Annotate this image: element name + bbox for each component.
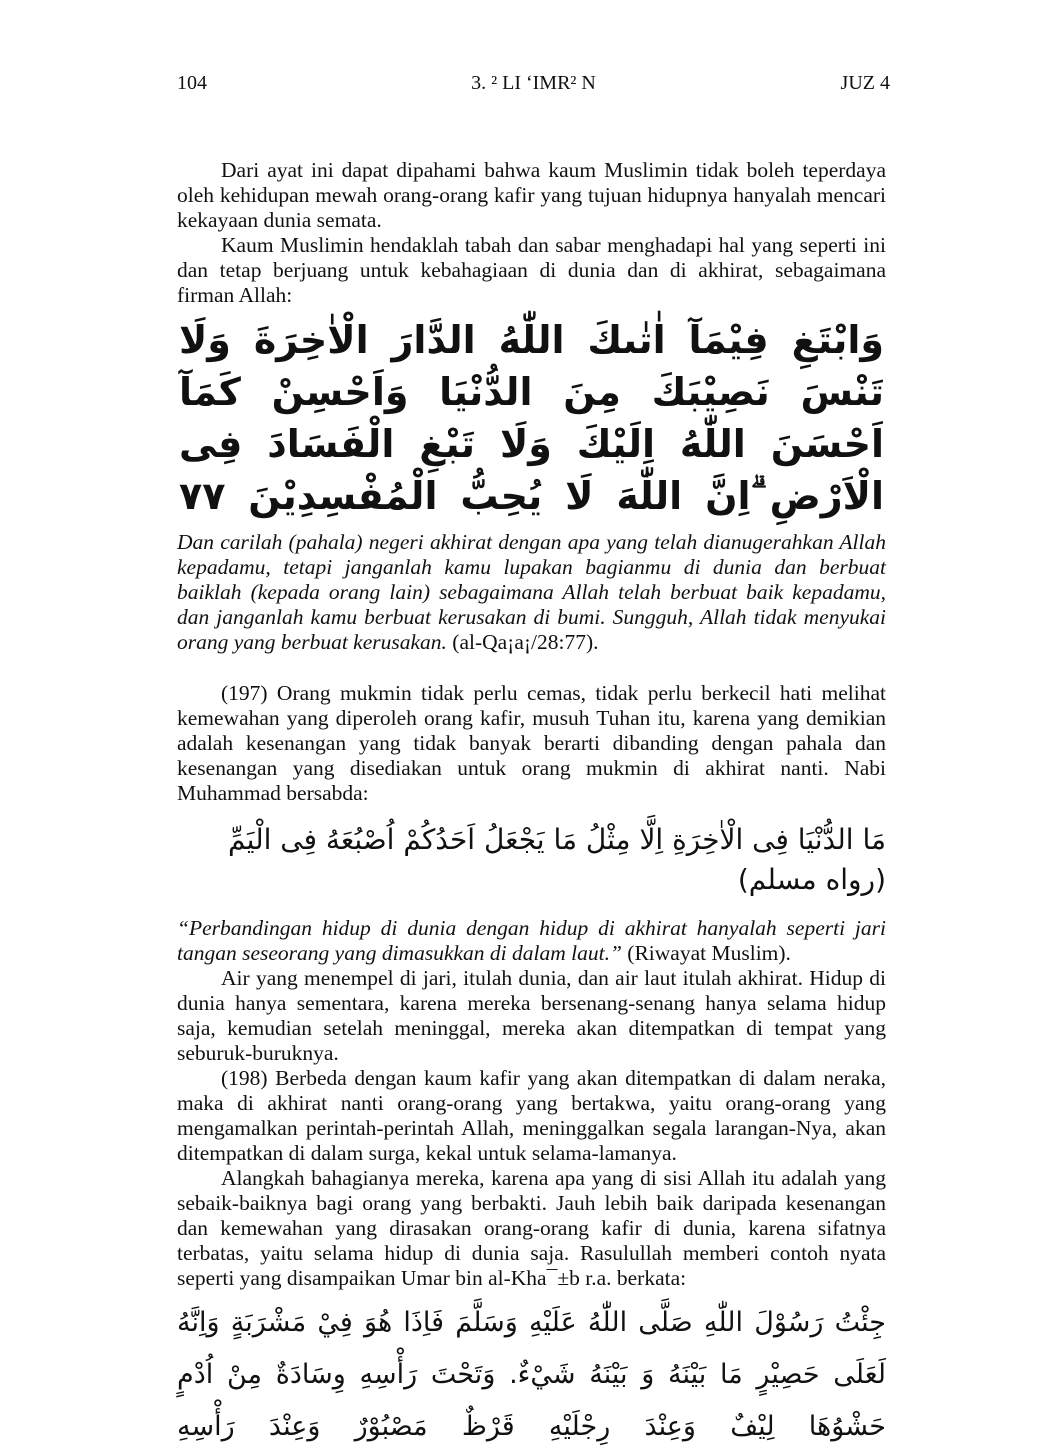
page-header <box>177 72 890 102</box>
quran-verse-arabic: وَابْتَغِ فِيْمَآ اٰتٰىكَ اللّٰهُ الدَّارَ الْاٰخِرَةَ وَلَا تَنْسَ نَصِيْبَكَ مِنَ الدُّنْيَا وَاَحْسِنْ كَمَآ اَحْسَنَ اللّٰهُ اِلَيْكَ وَلَا تَبْغِ الْفَسَادَ فِى الْاَرْضِ ۗاِنَّ اللّٰهَ لَا يُحِبُّ الْمُفْسِدِيْنَ ٧٧ <box>179 318 884 518</box>
page-body <box>177 158 886 1453</box>
juz-label: JUZ 4 <box>840 72 890 94</box>
quran-translation-block <box>177 530 886 655</box>
paragraph-197: (197) Orang mukmin tidak perlu cemas, tidak perlu berkecil hati melihat kemewahan yang diperoleh orang kafir, musuh Tuhan itu, karena yang demikian adalah kesenangan yang tidak banyak berarti dibanding dengan pahala dan kesenangan yang disediakan untuk orang mukmin di akhirat nanti. Nabi Muhammad bersabda: <box>177 681 886 805</box>
chapter-title: 3. ² LI ‘IMR² N <box>471 72 596 94</box>
hadith-1-arabic: مَا الدُّنْيَا فِى الْاٰخِرَةِ اِلَّا مِثْلُ مَا يَجْعَلُ اَحَدُكُمْ اُصْبُعَهُ فِى الْيَمِّ (رواه مسلم) <box>227 823 886 896</box>
hadith-2-arabic: جِئْتُ رَسُوْلَ اللّٰهِ صَلَّى اللّٰهُ عَلَيْهِ وَسَلَّمَ فَاِذَا هُوَ فِيْ مَشْرَبَةٍ وَاِنَّهُ لَعَلَى حَصِيْرٍ مَا بَيْنَهُ وَ بَيْنَهُ شَيْءٌ. وَتَحْتَ رَأْسِهِ وِسَادَةٌ مِنْ اُدْمٍ حَشْوُهَا لِيْفٌ وَعِنْدَ رِجْلَيْهِ قَرْظٌ مَصْبُوْرٌ وَعِنْدَ رَأْسِهِ <box>177 1307 886 1442</box>
quran-translation: Dan carilah (pahala) negeri akhirat dengan apa yang telah dianugerahkan Allah kepadamu, tetapi janganlah kamu lupakan bagianmu di dunia dan berbuat baiklah (kepada orang lain) sebagaimana Allah telah berbuat baik kepadamu, dan janganlah kamu berbuat kerusakan di bumi. Sungguh, Allah tidak menyukai orang yang berbuat kerusakan. <box>177 530 886 654</box>
paragraph-6: Alangkah bahagianya mereka, karena apa yang di sisi Allah itu adalah yang sebaik-baiknya bagi orang yang berbakti. Jauh lebih baik daripada kesenangan dan kemewahan yang dirasakan orang-orang kafir di dunia, karena sifatnya terbatas, yaitu selama hidup di dunia saja. Rasulullah memberi contoh nyata seperti yang disampaikan Umar bin al-Kha¯±b r.a. berkata: <box>177 1166 886 1290</box>
paragraph-2: Kaum Muslimin hendaklah tabah dan sabar menghadapi hal yang seperti ini dan tetap berjuang untuk kebahagiaan di dunia dan di akhirat, sebagaimana firman Allah: <box>177 233 886 307</box>
hadith-1-translation-block <box>177 916 886 966</box>
paragraph-198: (198) Berbeda dengan kaum kafir yang akan ditempatkan di dalam neraka, maka di akhirat nanti orang-orang yang bertakwa, yaitu orang-orang yang mengamalkan perintah-perintah Allah, meninggalkan segala larangan-Nya, akan ditempatkan di dalam surga, kekal untuk selama-lamanya. <box>177 1066 886 1165</box>
paragraph-1: Dari ayat ini dapat dipahami bahwa kaum Muslimin tidak boleh teperdaya oleh kehidupan mewah orang-orang kafir yang tujuan hidupnya hanyalah mencari kekayaan dunia semata. <box>177 158 886 232</box>
quran-reference: (al-Qa¡a¡/28:77). <box>446 630 599 654</box>
paragraph-4: Air yang menempel di jari, itulah dunia, dan air laut itulah akhirat. Hidup di dunia hanya sementara, karena mereka bersenang-senang hanya selama hidup saja, kemudian setelah meninggal, mereka akan ditempatkan di tempat yang seburuk-buruknya. <box>177 966 886 1065</box>
hadith-1-reference: (Riwayat Muslim). <box>621 941 791 965</box>
hadith-1-translation: “Perbandingan hidup di dunia dengan hidup di akhirat hanyalah seperti jari tangan seseorang yang dimasukkan di dalam laut.” <box>177 916 886 965</box>
page-number: 104 <box>177 72 207 94</box>
